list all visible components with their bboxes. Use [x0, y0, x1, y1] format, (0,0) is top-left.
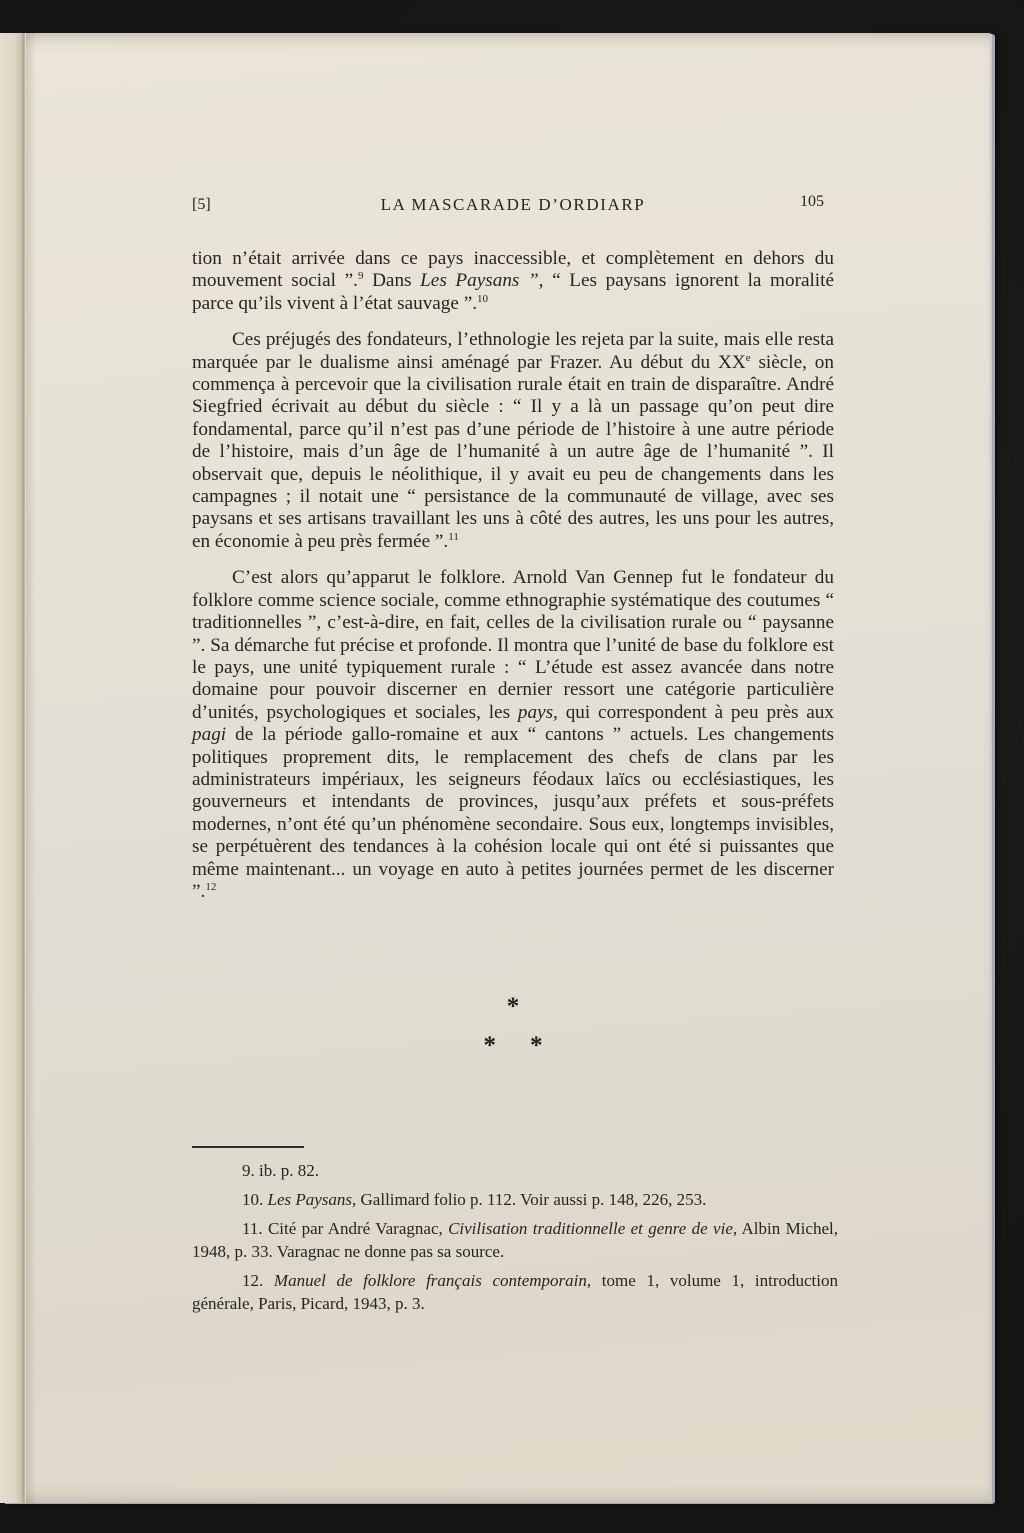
footnote: 10. Les Paysans, Gallimard folio p. 112. Voir aussi p. 148, 226, 253.: [242, 1190, 707, 1209]
footnote: 9. ib. p. 82.: [242, 1161, 319, 1180]
page-number: 105: [800, 193, 824, 210]
asterisk: *: [506, 993, 520, 1020]
paragraph: tion n’était arrivée dans ce pays inaccessible, et complètement en dehors du mouvement social ”.$^9$ Dans Les Paysans ”, “ Les paysans ignorent la moralité parce qu’ils vivent à l’état sauvage ”.$^{10}$: [192, 248, 834, 314]
asterisk: *: [483, 1032, 496, 1059]
footnote: 12. Manuel de folklore français contemporain, tome 1, volume 1, introduction générale, Paris, Picard, 1943, p. 3.: [192, 1271, 839, 1313]
asterisk: *: [530, 1032, 543, 1059]
footnote: 11. Cité par André Varagnac, Civilisation traditionnelle et genre de vie, Albin Michel, 1948, p. 33. Varagnac ne donne pas sa source.: [192, 1219, 838, 1261]
running-title: LA MASCARADE D’ORDIARP: [380, 195, 646, 214]
page-content: [0, 33, 990, 1503]
paragraph: Ces préjugés des fondateurs, l’ethnologie les rejeta par la suite, mais elle resta marquée par le dualisme ainsi aménagé par Frazer. Au début du XXe siècle, on commença à percevoir que la civilisation rurale était en train de disparaître. André Siegfried écrivait au début du siècle : “ Il y a là un passage qu’on peut dire fondamental, parce qu’il n’est pas d’une période de l’histoire à une autre période de l’histoire, mais d’un âge de l’humanité à un autre âge de l’humanité ”. Il observait que, depuis le néolithique, il y avait eu peu de changements dans les campagnes ; il notait une “ persistance de la communauté de village, avec ses paysans et ses artisans travaillant les uns à côté des autres, les uns pour les autres, en économie à peu près fermée ”.$^{11}$: [192, 329, 834, 552]
page-header: [192, 193, 834, 219]
footnotes-section: [192, 1146, 838, 1321]
body-text: [192, 248, 834, 917]
footnote-rule: [192, 1146, 304, 1148]
asterisk-separator: [192, 993, 834, 1060]
paragraph: C’est alors qu’apparut le folklore. Arnold Van Gennep fut le fondateur du folklore comme science sociale, comme ethnographie systématique des coutumes “ traditionnelles ”, c’est-à-dire, en fait, celles de la civilisation rurale ou “ paysanne ”. Sa démarche fut précise et profonde. Il montra que l’unité de base du folklore est le pays, une unité typiquement rurale : “ L’étude est assez avancée dans notre domaine pour pouvoir discerner en dernier ressort une catégorie particulière d’unités, psychologiques et sociales, les pays, qui correspondent à peu près aux pagi de la période gallo-romaine et aux “ cantons ” actuels. Les changements politiques proprement dits, le remplacement des chefs de clans par les administrateurs impériaux, les seigneurs féodaux laïcs ou ecclésiastiques, les gouverneurs et intendants de provinces, jusqu’aux préfets et sous-préfets modernes, n’ont été qu’un phénomène secondaire. Sous eux, longtemps invisibles, se perpétuèrent des tendances à la cohésion locale qui ont été si puissantes que même maintenant... un voyage en auto à petites journées permet de les discerner ”.$^{12}$: [192, 567, 834, 902]
book-page: [0, 33, 990, 1503]
section-marker: [5]: [192, 196, 211, 213]
asterisk-row: [484, 1032, 543, 1060]
